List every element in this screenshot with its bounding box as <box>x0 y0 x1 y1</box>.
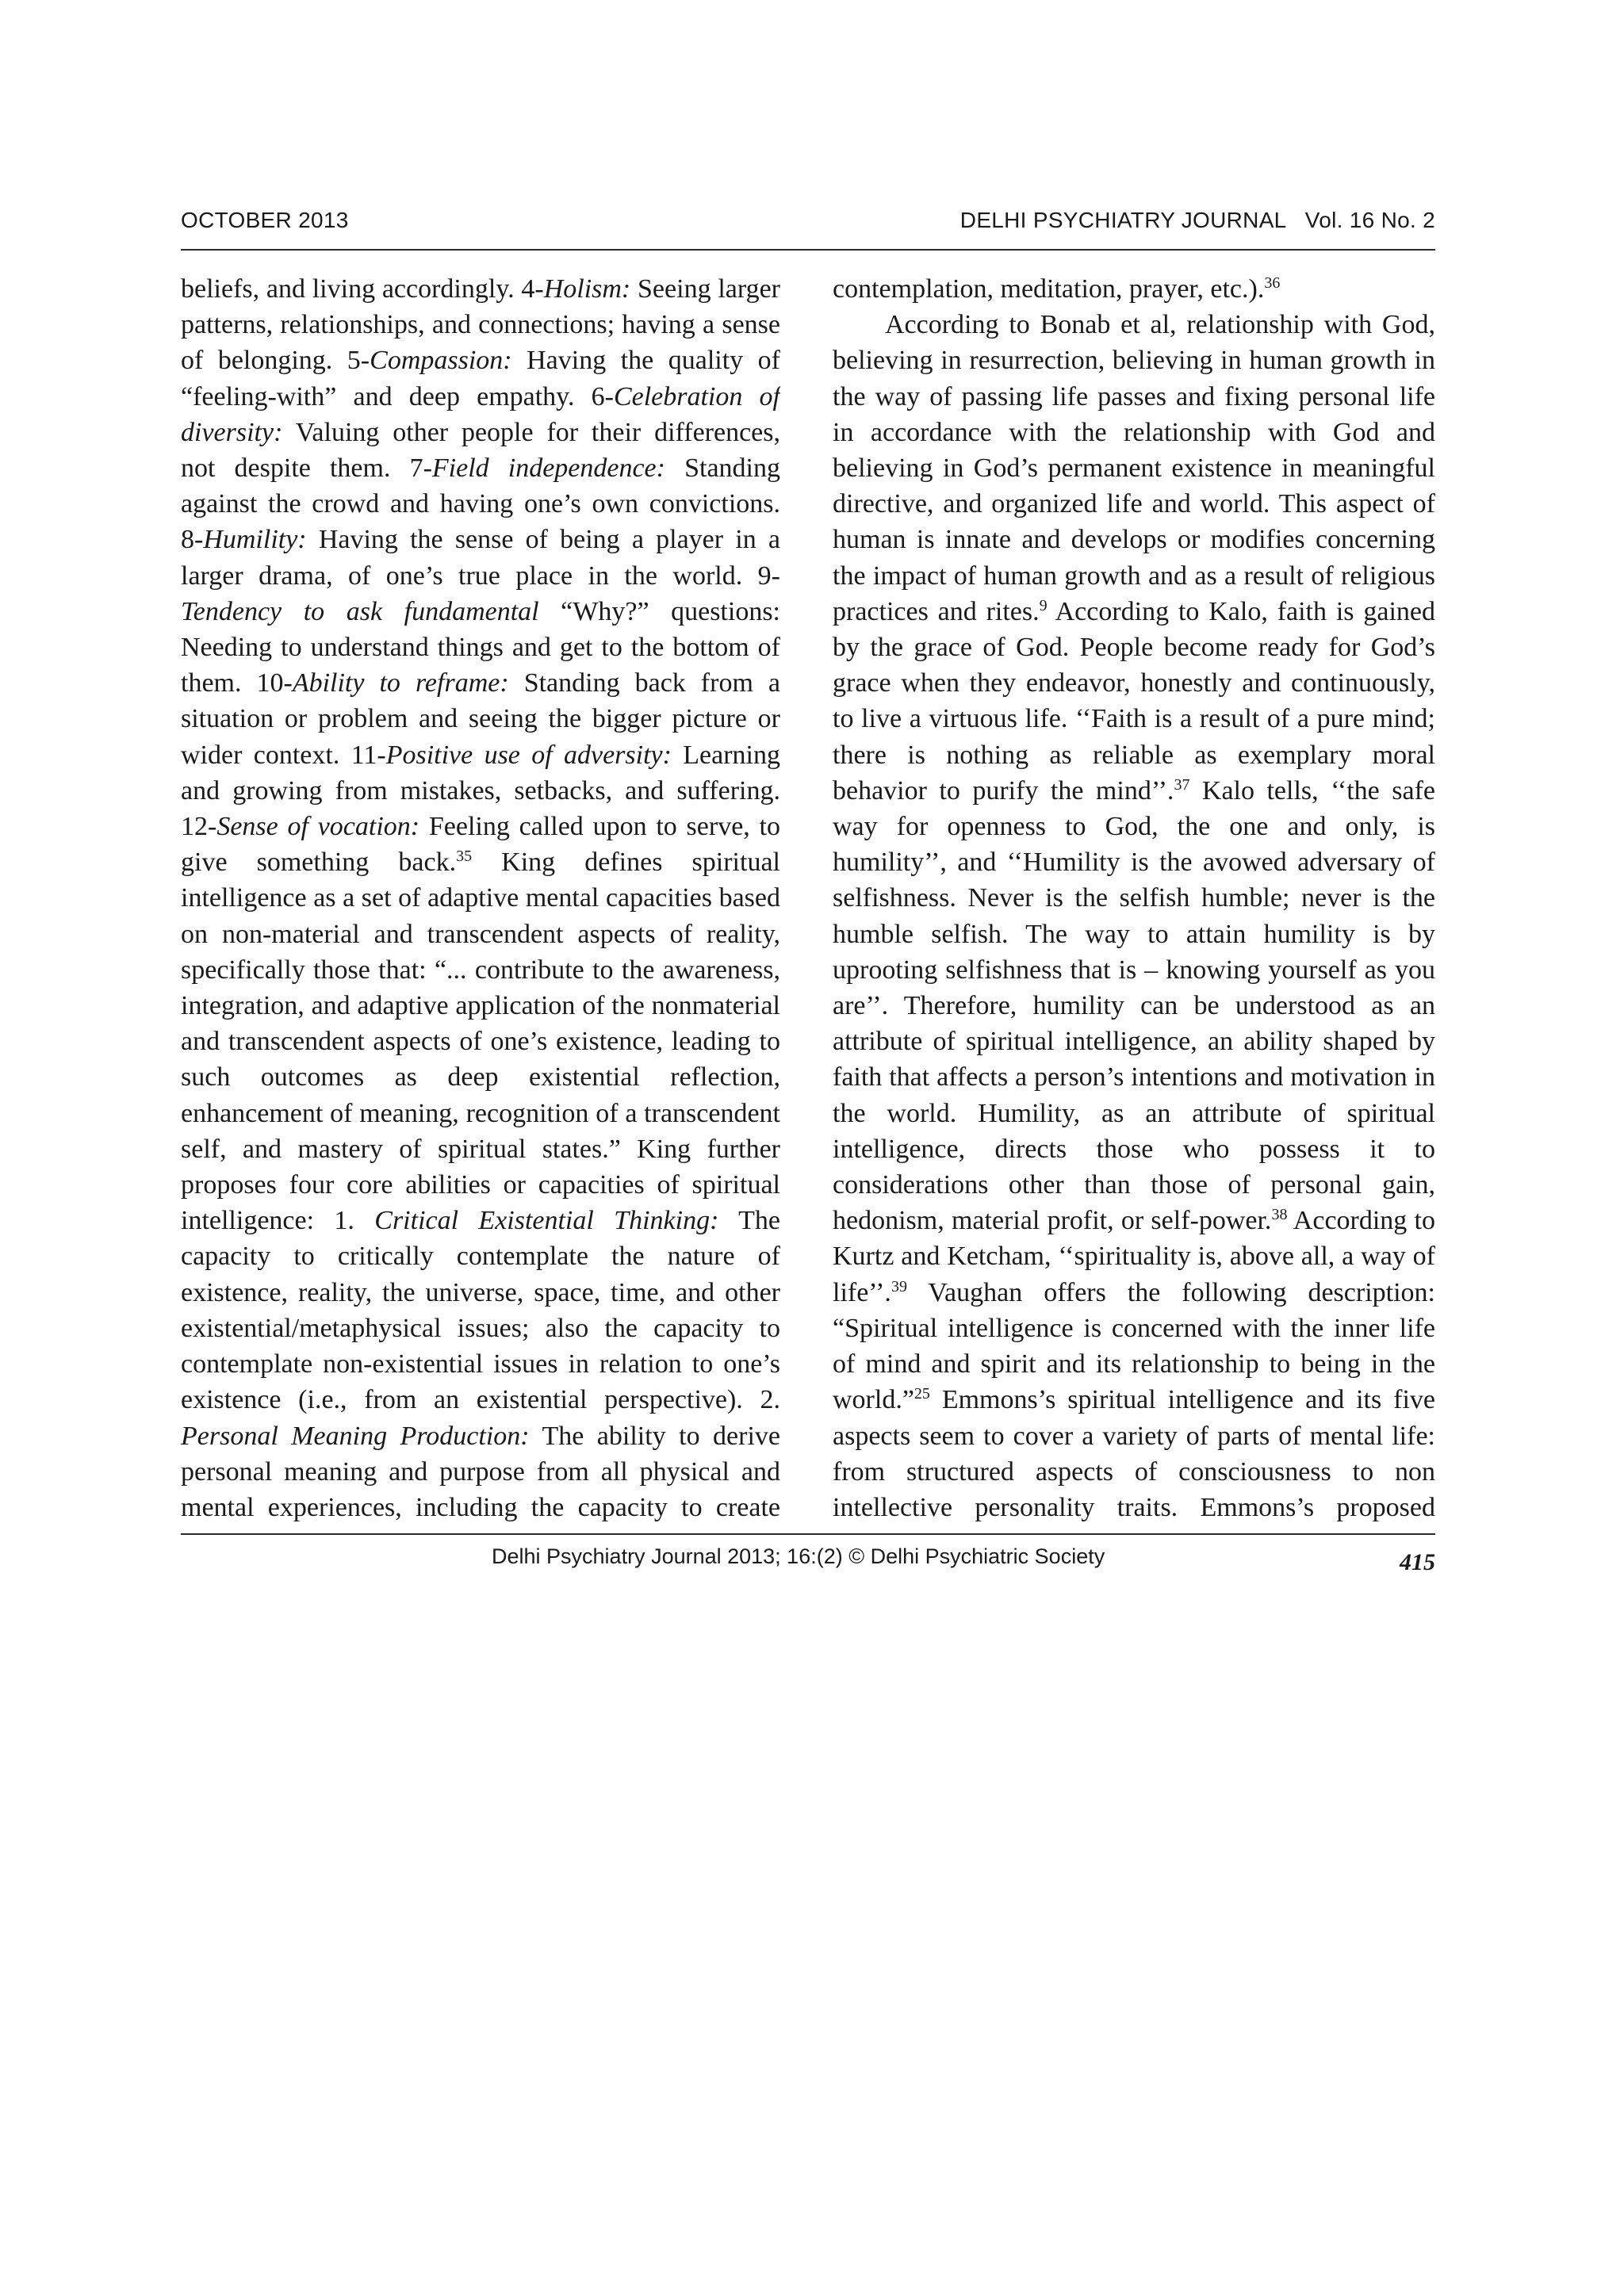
footer-rule <box>181 1533 1435 1535</box>
journal-volume <box>960 208 1435 233</box>
volume-number: Vol. 16 No. 2 <box>1304 208 1435 232</box>
issue-date: OCTOBER 2013 <box>181 208 349 232</box>
right-paragraph-1: contemplation, meditation, prayer, etc.).$^{36}$ <box>833 274 1281 304</box>
citation-ref: 39 <box>891 1277 907 1295</box>
citation-ref: 9 <box>1039 596 1048 614</box>
citation-ref: 36 <box>1264 274 1281 292</box>
right-paragraph-2: According to Bonab et al, relationship with God, believing in resurrection, believing in human growth in the way of passing life passes and fixing personal life in accordance with the relationship with God and believing in God’s permanent existence in meaningful directive, and organized life and world. This aspect of human is innate and develops or modifies concerning the impact of human growth and as a result of religious practices and rites.$^9$ According to Kalo, faith is gained by the grace of God. People become ready for God’s grace when they endeavor, honestly and continuously, to live a virtuous life. ‘‘Faith is a result of a pure mind; there is nothing as reliable as exemplary moral behavior to purify the mind’’.$^{37}$ Kalo tells, ‘‘the safe way for openness to God, the one and only, is humility’’, and ‘‘Humility is the avowed adversary of selfishness. Never is the selfish humble; never is the humble selfish. The way to attain humility is by uprooting selfishness that is – knowing yourself as you are’’. Therefore, humility can be understood as an attribute of spiritual intelligence, an ability shaped by faith that affects a person’s intentions and motivation in the world. Humility, as an attribute of spiritual intelligence, directs those who possess it to considerations other than those of personal gain, hedonism, material profit, or self-power.$^{38}$ According to Kurtz and Ketcham, ‘‘spirituality is, above all, a way of life’’.$^{39}$ Vaughan offers the following description: “Spiritual intelligence is concerned with the inner life of mind and spirit and its relationship to being in the world.”$^{25}$ Emmons’s spiritual intelligence and its five aspects seem to cover a variety of parts of mental life: from structured aspects of consciousness to non intellective personality traits. Emmons’s proposed <box>833 310 1435 1522</box>
page-number: 415 <box>1400 1549 1435 1575</box>
running-header <box>181 208 1435 239</box>
citation-ref: 37 <box>1174 775 1190 794</box>
citation-ref: 38 <box>1271 1206 1288 1224</box>
left-paragraph: beliefs, and living accordingly. 4-Holism: Seeing larger patterns, relationships, and connections; having a sense of belonging. 5-Compassion: Having the quality of “feeling-with” and deep empathy. 6-Celebration of diversity: Valuing other people for their differences, not despite them. 7-Field independence: Standing against the crowd and having one’s own convictions. 8-Humility: Having the sense of being a player in a larger drama, of one’s true place in the world. 9-Tendency to ask fundamental “Why?” questions: Needing to understand things and get to the bottom of them. 10-Ability to reframe: Standing back from a situation or problem and seeing the bigger picture or wider context. 11-Positive use of adversity: Learning and growing from mistakes, setbacks, and suffering. 12-Sense of vocation: Feeling called upon to serve, to give something back.$^{35}$ King defines spiritual intelligence as a set of adaptive mental capacities based on non-material and transcendent aspects of reality, specifically those that: “... contribute to the awareness, integration, and adaptive application of the nonmaterial and transcendent aspects of one’s existence, leading to such outcomes as deep existential reflection, enhancement of meaning, recognition of a transcendent self, and mastery of spiritual states.” King further proposes four core abilities or capacities of spiritual intelligence: 1. Critical Existential Thinking: The capacity to critically contemplate the nature of existence, reality, the universe, space, time, and other existential/metaphysical issues; also the capacity to contemplate non-existential issues in relation to one’s existence (i.e., from an existential perspective). 2. Personal Meaning Production: The ability to derive personal meaning and purpose from all physical and mental experiences, including the capacity to create <box>181 274 780 1522</box>
left-column <box>181 271 780 1522</box>
footer-citation: Delhi Psychiatry Journal 2013; 16:(2) © Delhi Psychiatric Society <box>492 1544 1105 1568</box>
citation-ref: 35 <box>456 848 473 866</box>
header-rule <box>181 249 1435 251</box>
citation-ref: 25 <box>914 1385 930 1403</box>
journal-name: DELHI PSYCHIATRY JOURNAL <box>959 208 1286 232</box>
right-column <box>833 271 1435 1522</box>
